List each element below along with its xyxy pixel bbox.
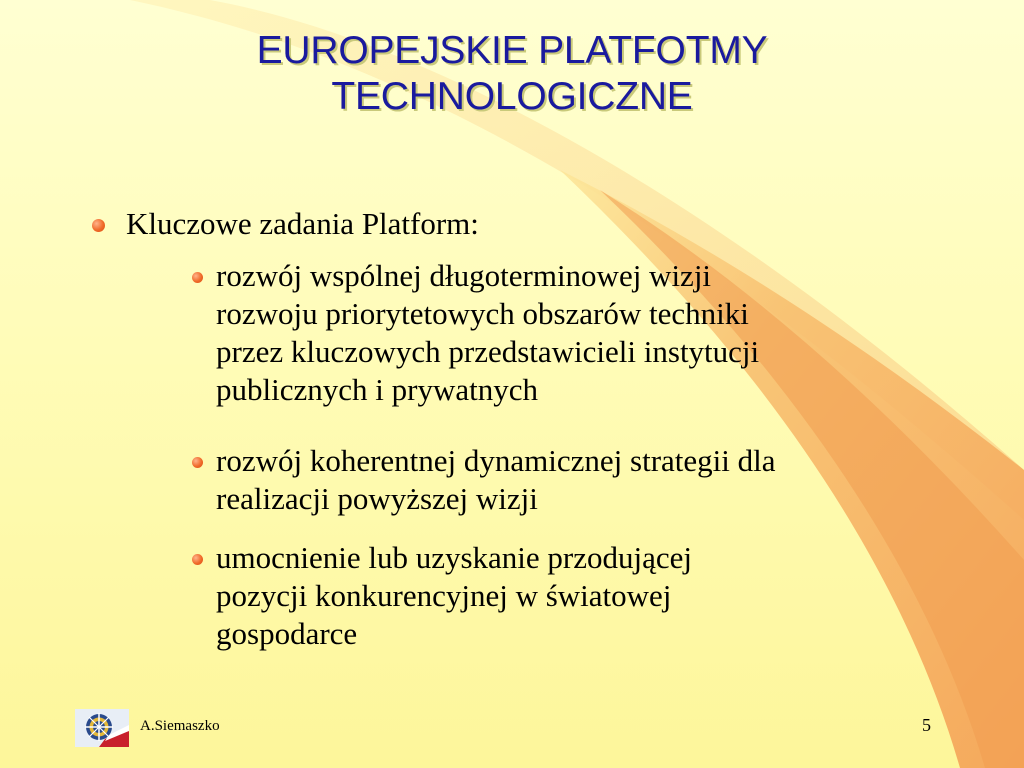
sub-bullet-1-line-1: rozwój wspólnej długoterminowej wizji xyxy=(216,258,712,293)
slide-title xyxy=(0,28,1024,120)
slide-title-line-2: TECHNOLOGICZNE xyxy=(331,75,693,118)
slide-title-line-1: EUROPEJSKIE PLATFOTMY xyxy=(256,29,768,72)
sub-bullet-1-line-3: przez kluczowych przedstawicieli instytucji xyxy=(216,334,760,369)
bullet-dot-icon xyxy=(192,457,203,468)
sub-bullet-3-line-3: gospodarce xyxy=(216,616,358,651)
main-bullet-text: Kluczowe zadania Platform: xyxy=(126,206,479,241)
sub-bullet-3 xyxy=(190,539,950,653)
bullet-dot-icon xyxy=(192,272,203,283)
sub-bullet-3-line-1: umocnienie lub uzyskanie przodującej xyxy=(216,540,693,575)
sub-bullet-1-line-2: rozwoju priorytetowych obszarów techniki xyxy=(216,296,749,331)
bullet-dot-icon xyxy=(92,219,105,232)
sub-bullet-2 xyxy=(190,442,950,518)
bullet-dot-icon xyxy=(192,554,203,565)
institution-logo-icon xyxy=(75,709,129,747)
sub-bullet-1 xyxy=(190,257,950,409)
footer-author: A.Siemaszko xyxy=(140,718,220,734)
sub-bullet-2-line-2: realizacji powyższej wizji xyxy=(216,481,538,516)
sub-bullet-2-line-1: rozwój koherentnej dynamicznej strategii dla xyxy=(216,443,776,478)
sub-bullet-3-line-2: pozycji konkurencyjnej w światowej xyxy=(216,578,672,613)
page-number: 5 xyxy=(922,715,931,735)
sub-bullet-1-line-4: publicznych i prywatnych xyxy=(216,372,538,407)
